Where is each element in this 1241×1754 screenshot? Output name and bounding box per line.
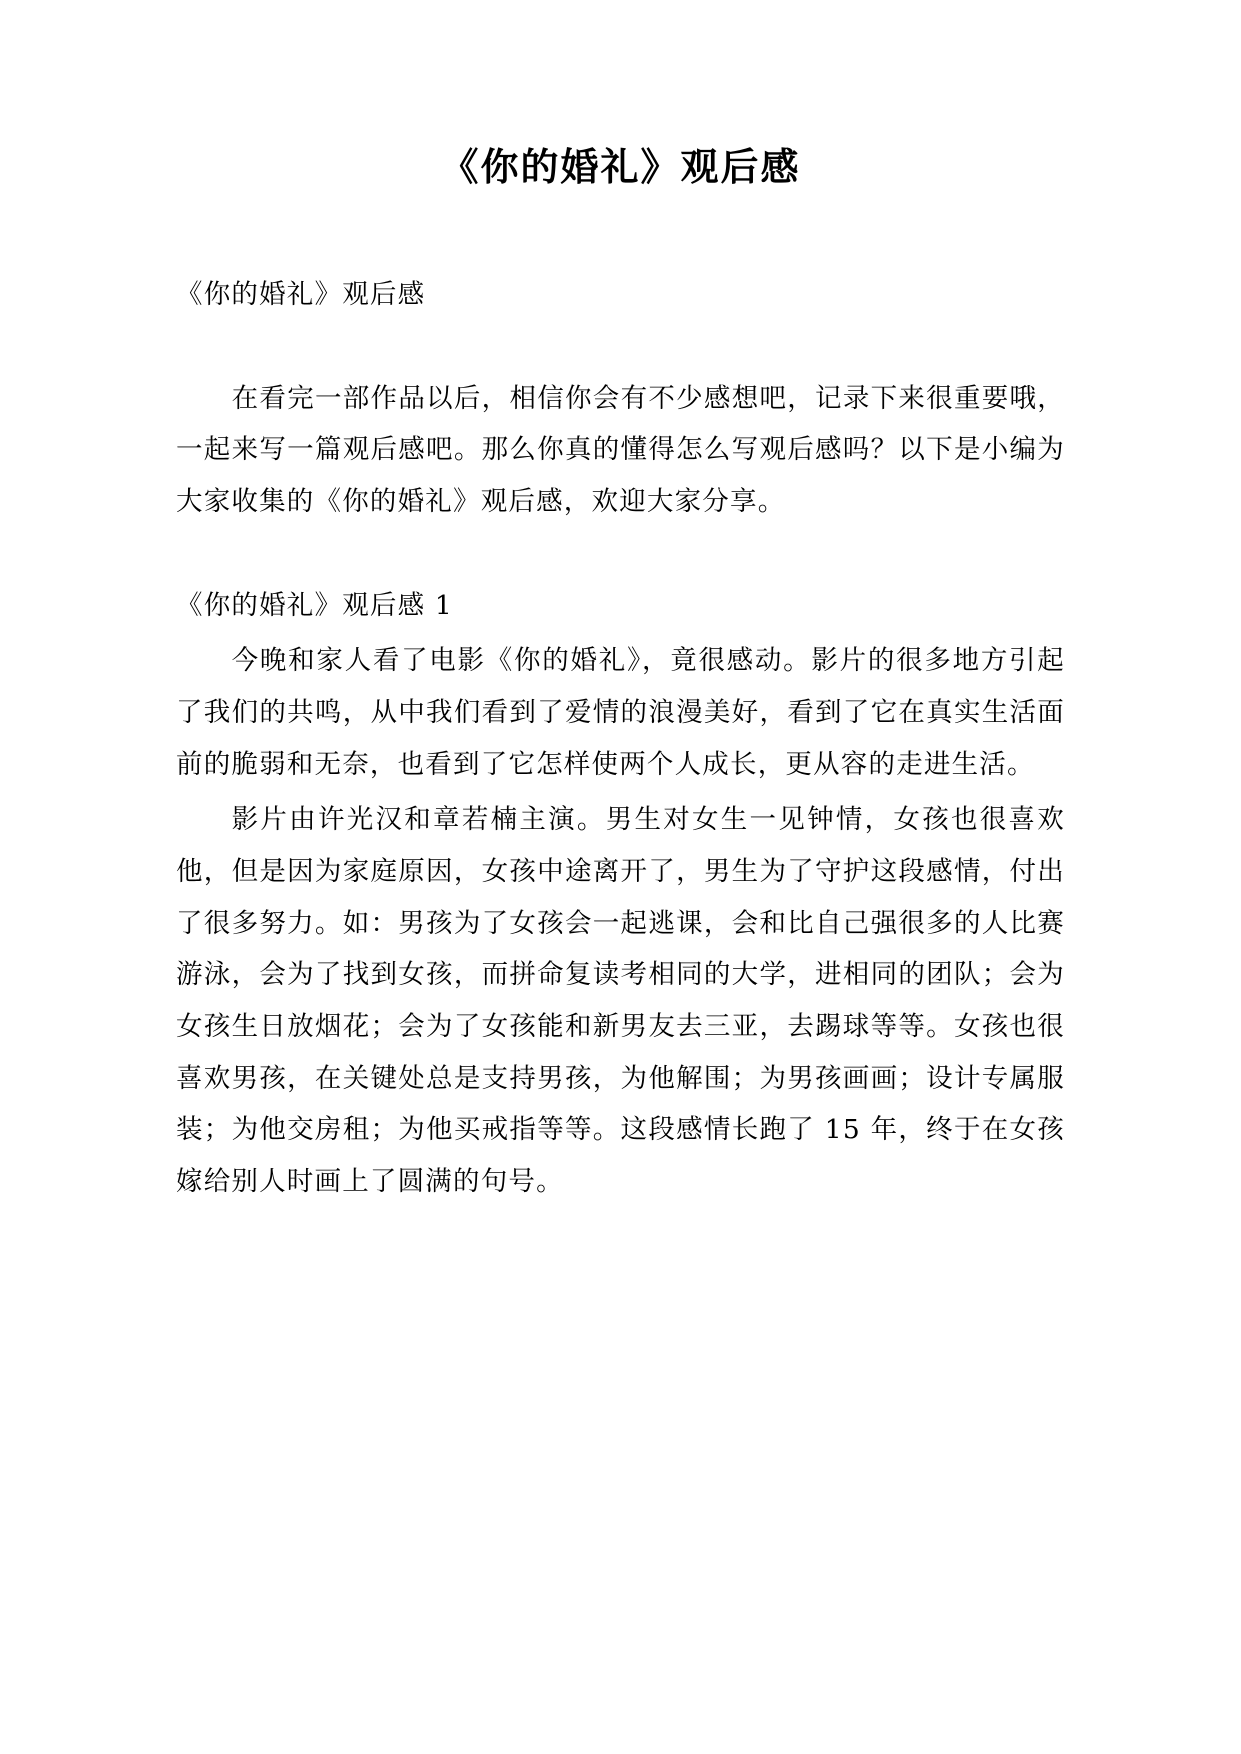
paragraph-section-1-1: 今晚和家人看了电影《你的婚礼》，竟很感动。影片的很多地方引起了我们的共鸣，从中我们看到了爱情的浪漫美好，看到了它在真实生活面前的脆弱和无奈，也看到了它怎样使两个人成长，更从容的走进生活。 — [176, 645, 1065, 780]
paragraph-section-1-2: 影片由许光汉和章若楠主演。男生对女生一见钟情，女孩也很喜欢他，但是因为家庭原因，女孩中途离开了，男生为了守护这段感情，付出了很多努力。如：男孩为了女孩会一起逃课，会和比自己强很多的人比赛游泳，会为了找到女孩，而拼命复读考相同的大学，进相同的团队；会为女孩生日放烟花；会为了女孩能和新男友去三亚，去踢球等等。女孩也很喜欢男孩，在关键处总是支持男孩，为他解围；为男孩画画；设计专属服装；为他交房租；为他买戒指等等。这段感情长跑了 15 年，终于在女孩嫁给别人时画上了圆满的句号。 — [176, 804, 1065, 1198]
paragraph-intro: 在看完一部作品以后，相信你会有不少感想吧，记录下来很重要哦，一起来写一篇观后感吧。那么你真的懂得怎么写观后感吗？以下是小编为大家收集的《你的婚礼》观后感，欢迎大家分享。 — [176, 382, 1065, 518]
paragraph-heading-repeat: 《你的婚礼》观后感 — [176, 279, 426, 310]
section-heading-1: 《你的婚礼》观后感 1 — [176, 589, 453, 621]
page-title: 《你的婚礼》观后感 — [440, 144, 801, 189]
document-body — [176, 269, 1065, 1208]
